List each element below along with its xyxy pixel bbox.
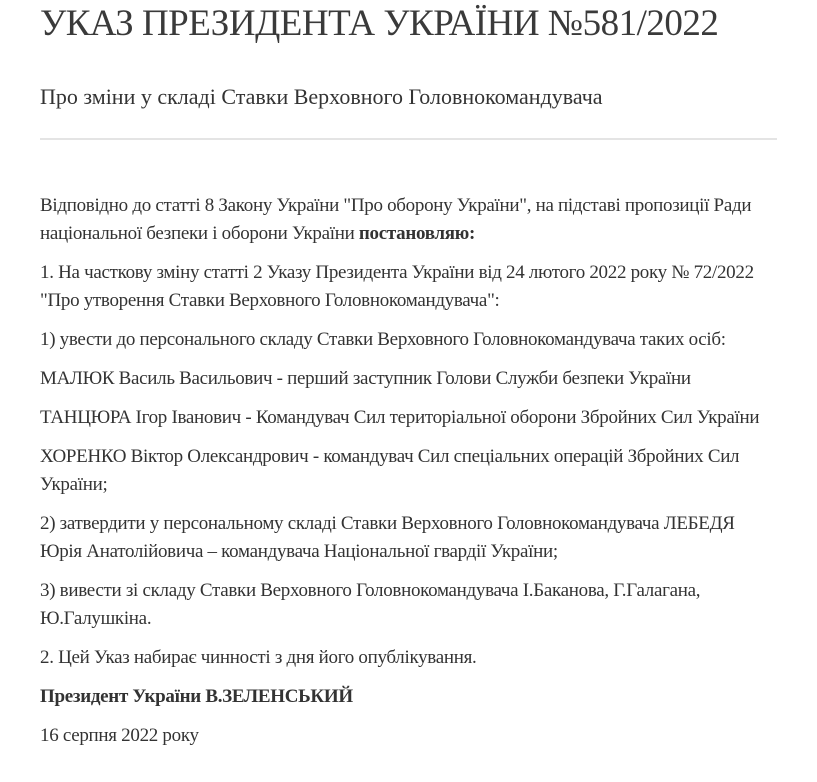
page-title: УКАЗ ПРЕЗИДЕНТА УКРАЇНИ №581/2022 — [40, 3, 719, 44]
document-subtitle: Про зміни у складі Ставки Верховного Головнокомандувача — [40, 84, 603, 109]
paragraph-intro — [40, 192, 777, 248]
paragraph-person-malyuk: МАЛЮК Василь Васильович - перший заступник Голови Служби безпеки України — [40, 368, 691, 389]
paragraph-article-1: 1. На часткову зміну статті 2 Указу Президента України від 24 лютого 2022 року № 72/2022 "Про утворення Ставки Верховного Головнокомандувача": — [40, 262, 754, 311]
paragraph-person-tantsyura: ТАНЦЮРА Ігор Іванович - Командувач Сил територіальної оборони Збройних Сил України — [40, 407, 760, 428]
divider — [40, 138, 777, 140]
paragraph-subitem-3: 3) вивести зі складу Ставки Верховного Головнокомандувача І.Баканова, Г.Галагана, Ю.Галушкіна. — [40, 580, 701, 629]
paragraph-intro-bold: постановляю: — [358, 223, 476, 244]
paragraph-intro-text: Відповідно до статті 8 Закону України "Про оборону України", на підставі пропозиції Ради національної безпеки і оборони України — [40, 195, 752, 244]
paragraph-subitem-2: 2) затвердити у персональному складі Ставки Верховного Головнокомандувача ЛЕБЕДЯ Юрія Анатолійовича – командувача Національної гвардії України; — [40, 513, 735, 562]
paragraph-person-khorenko: ХОРЕНКО Віктор Олександрович - командувач Сил спеціальних операцій Збройних Сил України; — [40, 446, 740, 495]
paragraph-subitem-1: 1) увести до персонального складу Ставки Верховного Головнокомандувача таких осіб: — [40, 329, 726, 350]
date-line: 16 серпня 2022 року — [40, 725, 199, 746]
document-body — [40, 192, 777, 750]
signature-line: Президент України В.ЗЕЛЕНСЬКИЙ — [40, 686, 353, 707]
paragraph-article-2: 2. Цей Указ набирає чинності з дня його опублікування. — [40, 647, 477, 668]
